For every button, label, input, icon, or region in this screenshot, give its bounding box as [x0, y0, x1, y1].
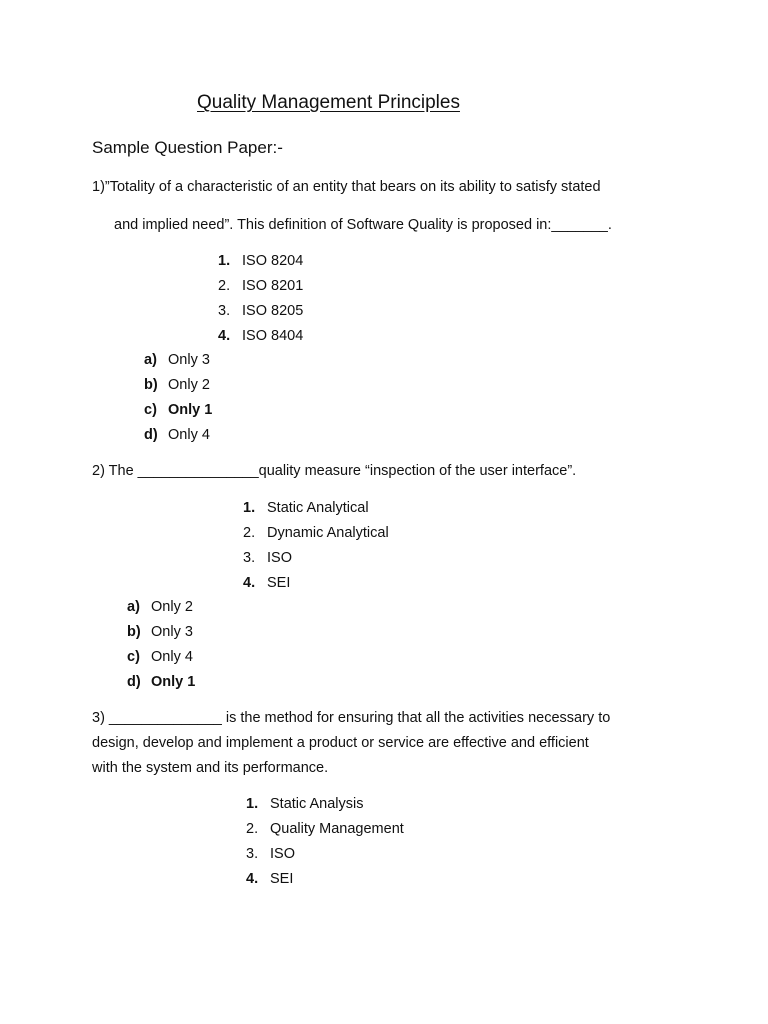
question-2-option-1: [243, 499, 389, 524]
option-number: 3.: [243, 550, 256, 566]
question-2-answer-c: [127, 648, 195, 673]
option-text: ISO: [267, 550, 292, 566]
option-text: ISO: [270, 846, 295, 862]
option-number: 4.: [243, 575, 256, 591]
question-3-text-line-1: 3) ______________ is the method for ensuring that all the activities necessary to: [92, 710, 611, 726]
page-subtitle: Sample Question Paper:-: [92, 138, 283, 157]
question-1-option-1: [218, 252, 303, 277]
option-number: 2.: [218, 278, 231, 294]
question-1-answer-c: [144, 401, 212, 426]
answer-letter: c): [127, 649, 140, 665]
question-1-answers: [144, 351, 212, 451]
option-number: 1.: [246, 796, 259, 812]
option-text: SEI: [270, 871, 294, 887]
option-text: Static Analytical: [267, 500, 369, 516]
answer-letter: a): [144, 352, 157, 368]
question-3-text-line-3: with the system and its performance.: [92, 760, 329, 776]
question-2-option-4: [243, 574, 389, 599]
option-number: 1.: [243, 500, 256, 516]
question-1-option-2: [218, 277, 303, 302]
question-2-answer-b: [127, 623, 195, 648]
question-1-answer-b: [144, 376, 212, 401]
question-3-option-2: [246, 820, 404, 845]
question-1-text-line-2: and implied need”. This definition of Software Quality is proposed in:_______.: [114, 217, 612, 233]
answer-text: Only 4: [168, 427, 210, 443]
answer-text: Only 3: [168, 352, 210, 368]
answer-text: Only 3: [151, 624, 193, 640]
answer-letter: c): [144, 402, 157, 418]
answer-letter: a): [127, 599, 140, 615]
option-number: 3.: [246, 846, 259, 862]
answer-text: Only 4: [151, 649, 193, 665]
option-text: Static Analysis: [270, 796, 364, 812]
option-text: ISO 8204: [242, 253, 304, 269]
answer-letter: b): [144, 377, 158, 393]
page-title: Quality Management Principles: [197, 92, 460, 113]
option-number: 3.: [218, 303, 231, 319]
question-2-answer-d: [127, 673, 195, 698]
question-1-answer-d: [144, 426, 212, 451]
option-text: ISO 8404: [242, 328, 304, 344]
question-3-options: [246, 795, 404, 895]
answer-letter: d): [144, 427, 158, 443]
option-number: 2.: [243, 525, 256, 541]
answer-letter: b): [127, 624, 141, 640]
answer-text: Only 2: [168, 377, 210, 393]
option-number: 4.: [218, 328, 231, 344]
question-3-text-line-2: design, develop and implement a product or service are effective and efficient: [92, 735, 589, 751]
option-text: Quality Management: [270, 821, 404, 837]
question-2-text-line-1: 2) The _______________quality measure “inspection of the user interface”.: [92, 463, 577, 479]
question-3-option-4: [246, 870, 404, 895]
question-2-answers: [127, 598, 195, 698]
question-2-answer-a: [127, 598, 195, 623]
question-1-answer-a: [144, 351, 212, 376]
answer-text: Only 2: [151, 599, 193, 615]
answer-text: Only 1: [151, 674, 196, 690]
question-2-option-2: [243, 524, 389, 549]
question-1-option-4: [218, 327, 303, 352]
answer-text: Only 1: [168, 402, 213, 418]
option-number: 4.: [246, 871, 259, 887]
question-3-option-1: [246, 795, 404, 820]
option-text: SEI: [267, 575, 291, 591]
answer-letter: d): [127, 674, 141, 690]
question-1-text-line-1: 1)”Totality of a characteristic of an entity that bears on its ability to satisfy stated: [92, 179, 601, 195]
option-number: 1.: [218, 253, 231, 269]
option-text: ISO 8201: [242, 278, 304, 294]
question-2-options: [243, 499, 389, 599]
option-text: ISO 8205: [242, 303, 304, 319]
question-1-option-3: [218, 302, 303, 327]
question-1-options: [218, 252, 303, 352]
question-3-option-3: [246, 845, 404, 870]
question-2-option-3: [243, 549, 389, 574]
option-text: Dynamic Analytical: [267, 525, 389, 541]
option-number: 2.: [246, 821, 259, 837]
